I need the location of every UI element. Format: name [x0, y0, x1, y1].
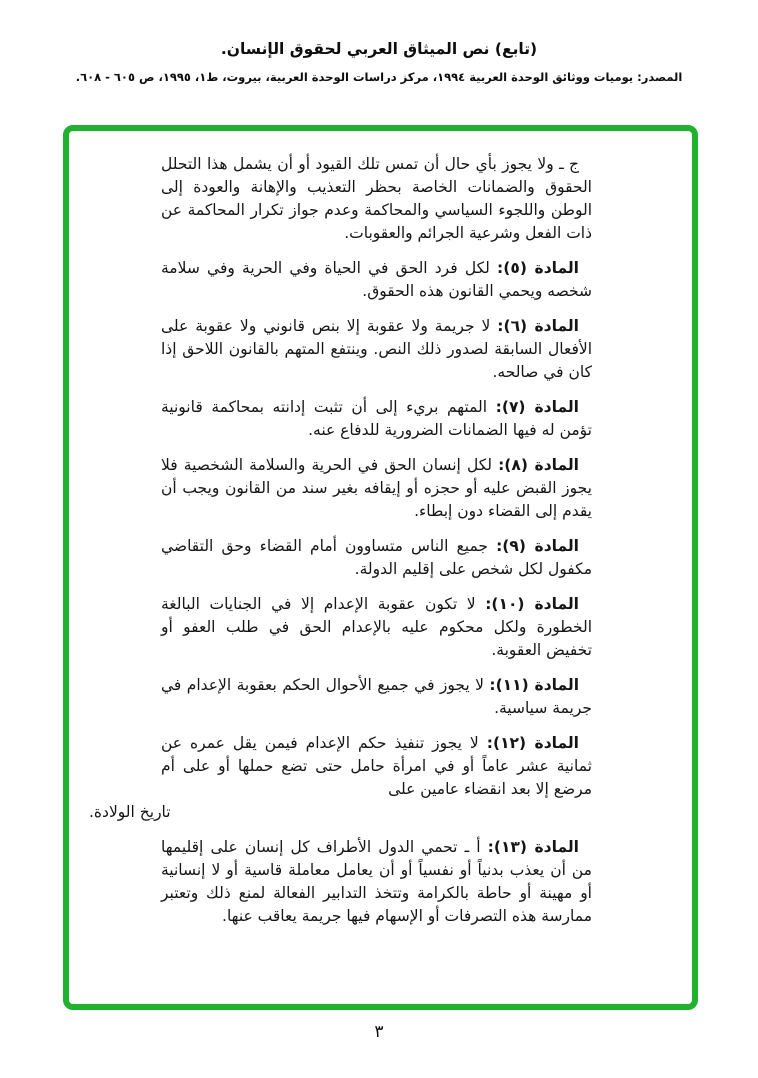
article-paragraph: [161, 396, 592, 442]
article-label: المادة (٦):: [497, 317, 579, 335]
article-label: المادة (١١):: [489, 676, 580, 694]
article-label: المادة (٧):: [495, 398, 579, 416]
article-text: جميع الناس متساوون أمام القضاء وحق التقاضي مكفول لكل شخص على إقليم الدولة.: [161, 537, 592, 578]
article-label: المادة (١٢):: [486, 734, 579, 752]
paragraph-tail-line: تاريخ الولادة.: [89, 803, 171, 821]
source-citation: المصدر: يوميات ووثائق الوحدة العربية ١٩٩٤، مركز دراسات الوحدة العربية، بيروت، ط١، ١٩٩٥، ص ٦٠٥ - ٦٠٨.: [75, 70, 683, 84]
article-paragraph: [161, 593, 592, 662]
document-body: [69, 131, 692, 928]
article-text: لكل إنسان الحق في الحرية والسلامة الشخصية فلا يجوز القبض عليه أو حجزه أو إيقافه بغير سند من القانون ويجب أن يقدم إلى القضاء دون إبطاء.: [161, 456, 592, 520]
article-text: لا يجوز تنفيذ حكم الإعدام فيمن يقل عمره عن ثمانية عشر عاماً أو في امرأة حامل حتى تضع حملها أو على أم مرضع إلا بعد انقضاء عامين على: [161, 734, 592, 798]
page-number: ٣: [374, 1022, 384, 1042]
article-paragraph: [161, 153, 592, 245]
article-label: المادة (١٣):: [487, 838, 579, 856]
article-text: لا جريمة ولا عقوبة إلا بنص قانوني ولا عقوبة على الأفعال السابقة لصدور ذلك النص. وينتفع المتهم بالقانون اللاحق إذا كان في صالحه.: [161, 317, 592, 381]
article-paragraph: [161, 535, 592, 581]
page-header: [0, 40, 758, 84]
article-paragraph: [161, 732, 592, 801]
article-paragraph: [161, 836, 592, 928]
article-text: ج ـ ولا يجوز بأي حال أن تمس تلك القيود أو أن يشمل هذا التحلل الحقوق والضمانات الخاصة بحظر التعذيب والإهانة والعودة إلى الوطن واللجوء السياسي والمحاكمة وعدم جواز تكرار المحاكمة عن ذات الفعل وشرعية الجرائم والعقوبات.: [161, 155, 592, 242]
green-border-frame: [63, 125, 698, 1010]
article-text: لا تكون عقوبة الإعدام إلا في الجنايات البالغة الخطورة ولكل محكوم عليه بالإعدام الحق في طلب العفو أو تخفيض العقوبة.: [161, 595, 592, 659]
article-paragraph: [161, 454, 592, 523]
article-text: لا يجوز في جميع الأحوال الحكم بعقوبة الإعدام في جريمة سياسية.: [161, 676, 592, 717]
article-paragraph: [161, 674, 592, 720]
article-label: المادة (١٠):: [485, 595, 579, 613]
document-title: (تابع) نص الميثاق العربي لحقوق الإنسان.: [220, 40, 538, 58]
article-text: أ ـ تحمي الدول الأطراف كل إنسان على إقليمها من أن يعذب بدنياً أو نفسياً أو أن يعامل معاملة قاسية أو لا إنسانية أو مهينة أو حاطة بالكرامة وتتخذ التدابير الفعالة لمنع ذلك وتعتبر ممارسة هذه التصرفات أو الإسهام فيها جريمة يعاقب عنها.: [161, 838, 592, 925]
article-label: المادة (٥):: [497, 259, 579, 277]
article-paragraph: [161, 257, 592, 303]
article-label: المادة (٨):: [498, 456, 579, 474]
article-paragraph: [161, 315, 592, 384]
article-label: المادة (٩):: [496, 537, 579, 555]
article-text: المتهم بريء إلى أن تثبت إدانته بمحاكمة قانونية تؤمن له فيها الضمانات الضرورية للدفاع عنه.: [161, 398, 592, 439]
article-text: لكل فرد الحق في الحياة وفي الحرية وفي سلامة شخصه ويحمي القانون هذه الحقوق.: [161, 259, 592, 300]
